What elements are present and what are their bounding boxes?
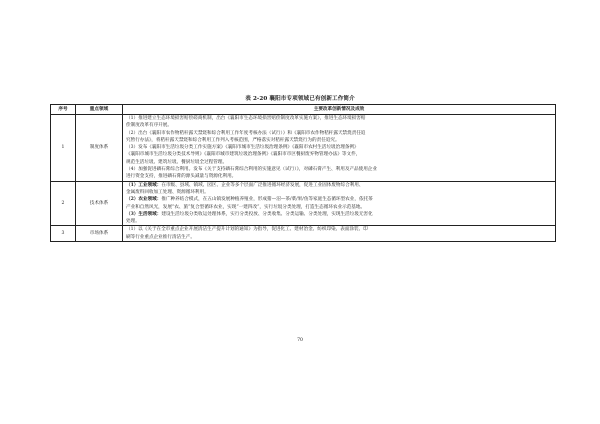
content-line-lead: （2）农业领域： (126, 197, 162, 203)
content-line-text: 推广种养结合模式，在五山镇发展种植养殖业，形成猪—沼—茶/菜/果/鱼等家庭生态循环型农业，依托茶 (161, 197, 373, 203)
content-line: 刷等行业重点企业推行清洁生产。 (126, 234, 195, 240)
content-line: （4）加强促进磷石膏综合利用。发布《关于支持磷石膏综合利用的实施意见（试行）》，对磷石膏产生、利用及产品使用企业 (126, 167, 377, 173)
content-line: 金属废料回收加工处理、资源循环利用。 (126, 189, 209, 195)
row-content (123, 226, 556, 242)
table-caption: 表 2-20 襄阳市专项领域已有创新工作简介 (245, 96, 355, 102)
header-content: 主要改革创新情况及成效 (123, 105, 556, 115)
content-line: 产业和自然风光，发展“农、旅”复合型循环农业，实现“一建四改”，实行垃圾分类处理，打造生态循环农业示范基地。 (126, 204, 366, 210)
page-number: 70 (297, 338, 303, 343)
row-field: 市场体系 (76, 226, 123, 242)
content-line-lead: （1）工业领域： (126, 182, 162, 188)
content-line-lead: （3）生活领域： (126, 211, 162, 217)
row-field: 制度体系 (76, 115, 123, 182)
table-body (51, 115, 556, 242)
content-line: （3）发布《襄阳市生活垃圾分类工作实施方案》《襄阳市城市生活垃圾治理条例》《襄阳市农村生活垃圾治理条例》 (126, 145, 359, 151)
header-field: 重点领域 (76, 105, 123, 115)
content-line (126, 182, 552, 189)
content-line-text: 建设生活垃圾分类收运处理体系，实行分类投放、分类收集、分类运输、分类处理，实现生活垃圾无害化 (161, 211, 373, 217)
content-line-text: 在市级、县域、镇域、园区、企业等多个层面广泛推进循环经济发展，促进工业固体废物综合利用、 (161, 182, 364, 188)
content-line (126, 211, 552, 218)
innovation-table (50, 104, 556, 242)
content-line: 偿制度改革有序开展。 (126, 123, 172, 129)
table-row (51, 226, 556, 242)
content-line: （1）以《关于在全市重点企业开展清洁生产提升计划的通知》为指导，促进化工、建材冶金、纺织印染、表面涂装、印 (126, 227, 368, 233)
content-line: 处理。 (126, 219, 140, 225)
content-line: 规范生活垃圾、建筑垃圾、餐厨垃圾全过程管理。 (126, 159, 228, 165)
content-line: 进行资金支持，推进磷石膏的源头减量与资源化利用。 (126, 174, 237, 180)
content-line: 《襄阳市城市生活垃圾分类技术导则》《襄阳市城市建筑垃圾治理条例》《襄阳市市区餐厨废弃物管理办法》等文件， (126, 152, 361, 158)
content-line (126, 196, 552, 203)
row-content (123, 115, 556, 182)
row-number: 3 (51, 226, 76, 242)
header-no: 序号 (51, 105, 76, 115)
row-number: 2 (51, 181, 76, 226)
row-field: 技术体系 (76, 181, 123, 226)
row-number: 1 (51, 115, 76, 182)
content-line: （2）出台《襄阳市农作物秸秆露天禁烧和综合利用工作年度考核办法（试行）》和《襄阳市农作物秸秆露天禁烧责任追 (126, 130, 366, 136)
table-row (51, 115, 556, 182)
table-row (51, 181, 556, 226)
content-line: 究暂行办法》，将秸秆露天禁烧和综合利用工作列入考核范围，严格落实对秸秆露天禁烧行为的责任追究。 (126, 137, 340, 143)
header-row (51, 105, 556, 115)
row-content (123, 181, 556, 226)
content-line: （1）推进建立生态环境损害赔偿磋商机制，出台《襄阳市生态环境损害赔偿制度改革实施方案》，推进生态环境损害赔 (126, 116, 366, 121)
